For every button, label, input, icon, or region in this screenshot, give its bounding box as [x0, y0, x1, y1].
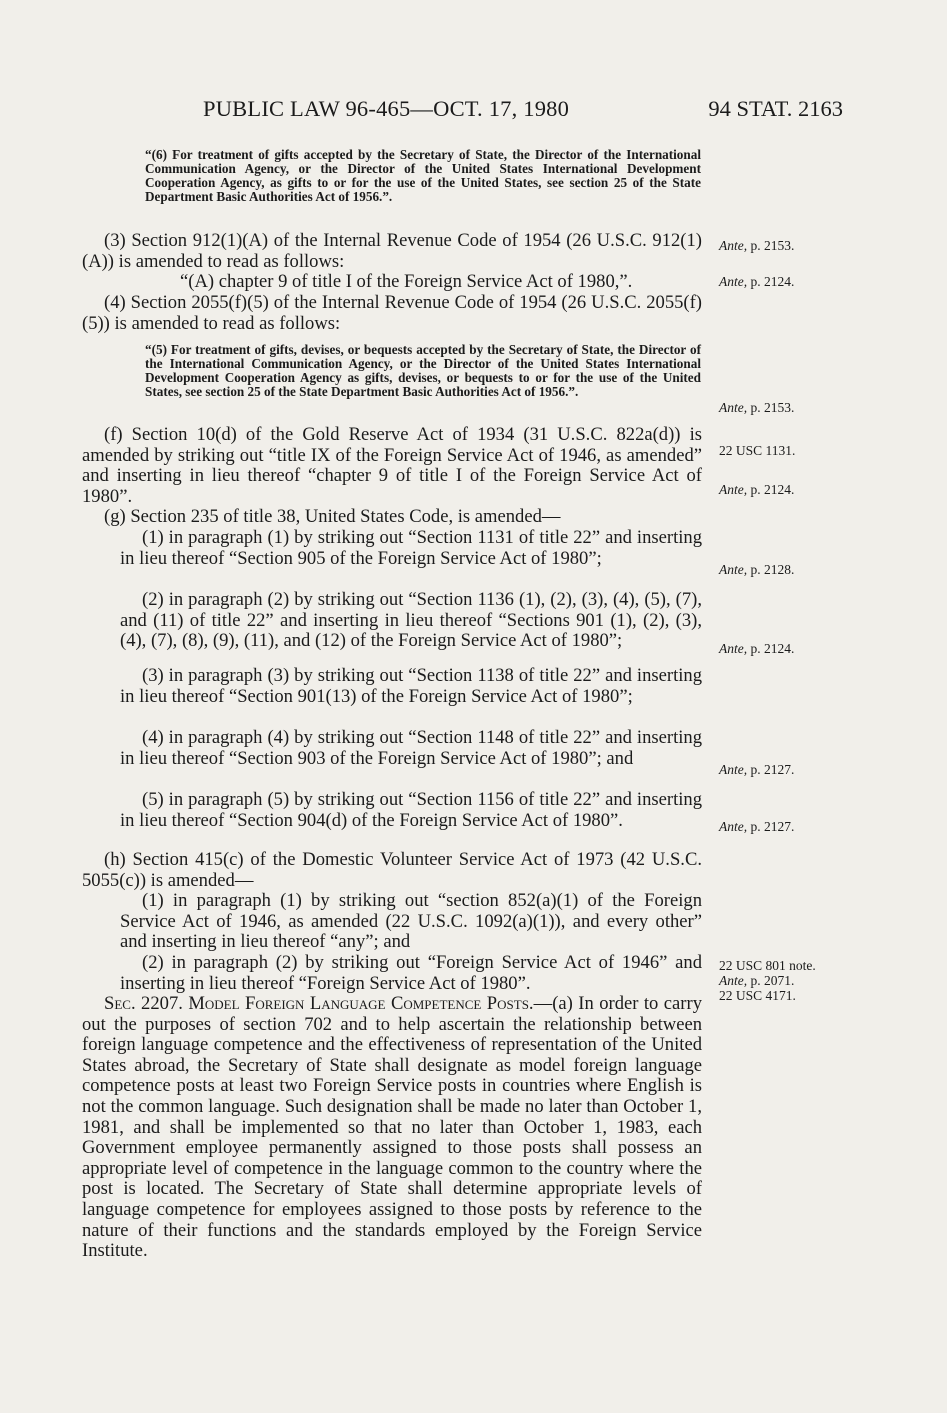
quoted-provision-5: “(5) For treatment of gifts, devises, or bequests accepted by the Secretary of State, the Director of the International Communication Agency, or the Director of the United States International Development Cooperation Agency as gifts, devises, or bequests to or for the use of the United States, see section 25 of the State Department Basic Authorities Act of 1956.”. — [145, 342, 701, 399]
margin-note-10: 22 USC 801 note. — [719, 958, 816, 973]
margin-note-7: Ante, p. 2124. — [719, 641, 795, 656]
paragraph-g-5: (5) in paragraph (5) by striking out “Section 1156 of title 22” and inserting in lieu thereof “Section 904(d) of the Foreign Service Act of 1980”. — [120, 789, 702, 831]
section-heading: Sec. 2207. Model Foreign Language Competence Posts. — [104, 993, 534, 1014]
paragraph-4: (4) Section 2055(f)(5) of the Internal Revenue Code of 1954 (26 U.S.C. 2055(f)(5)) is amended to read as follows: — [82, 292, 702, 334]
paragraph-3-text: “(A) chapter 9 of title I of the Foreign Service Act of 1980,”. — [180, 271, 633, 292]
paragraph-g-4: (4) in paragraph (4) by striking out “Section 1148 of title 22” and inserting in lieu thereof “Section 903 of the Foreign Service Act of 1980”; and — [120, 727, 702, 769]
paragraph-g: (g) Section 235 of title 38, United States Code, is amended— — [104, 506, 561, 527]
margin-note-11: Ante, p. 2071. — [719, 973, 795, 988]
margin-note-5: Ante, p. 2124. — [719, 482, 795, 497]
margin-note-1: Ante, p. 2153. — [719, 238, 795, 253]
margin-note-3: Ante, p. 2153. — [719, 400, 795, 415]
paragraph-g-3: (3) in paragraph (3) by striking out “Section 1138 of title 22” and inserting in lieu thereof “Section 901(13) of the Foreign Service Act of 1980”; — [120, 665, 702, 707]
margin-note-2: Ante, p. 2124. — [719, 274, 795, 289]
margin-note-6: Ante, p. 2128. — [719, 562, 795, 577]
page-header-stat: 94 STAT. 2163 — [708, 96, 843, 121]
margin-note-4: 22 USC 1131. — [719, 443, 796, 458]
quoted-provision-6: “(6) For treatment of gifts accepted by the Secretary of State, the Director of the International Communication Agency, or the Director of the United States International Development Cooperation Agency, as gifts to or for the use of the United States, see section 25 of the State Department Basic Authorities Act of 1956.”. — [145, 147, 701, 204]
section-text: —(a) In order to carry out the purposes of section 702 and to help ascertain the relationship between foreign language competence and the effectiveness of representation of the United States abroad, the Secretary of State shall designate as model foreign language competence posts at least two Foreign Service posts in countries where English is not the common language. Such designation shall be made no later than October 1, 1981, and shall be implemented so that no later than October 1, 1983, each Government employee permanently assigned to those posts shall possess an appropriate level of competence in the language common to the country where the post is located. The Secretary of State shall determine appropriate levels of language competence for employees assigned to those posts by reference to the nature of their functions and the standards employed by the Foreign Service Institute. — [82, 993, 702, 1262]
paragraph-h-1: (1) in paragraph (1) by striking out “section 852(a)(1) of the Foreign Service Act of 1946, as amended (22 U.S.C. 1092(a)(1)), and every other” and inserting in lieu thereof “any”; and — [120, 890, 702, 953]
section-2207 — [82, 994, 702, 1262]
page-header-law: PUBLIC LAW 96-465—OCT. 17, 1980 — [203, 96, 570, 121]
paragraph-h: (h) Section 415(c) of the Domestic Volunteer Service Act of 1973 (42 U.S.C. 5055(c)) is amended— — [82, 849, 702, 891]
margin-note-9: Ante, p. 2127. — [719, 819, 795, 834]
paragraph-h-2: (2) in paragraph (2) by striking out “Foreign Service Act of 1946” and inserting in lieu thereof “Foreign Service Act of 1980”. — [120, 952, 702, 994]
paragraph-g-1: (1) in paragraph (1) by striking out “Section 1131 of title 22” and inserting in lieu thereof “Section 905 of the Foreign Service Act of 1980”; — [120, 527, 702, 569]
paragraph-f: (f) Section 10(d) of the Gold Reserve Act of 1934 (31 U.S.C. 822a(d)) is amended by striking out “title IX of the Foreign Service Act of 1946, as amended” and inserting in lieu thereof “chapter 9 of title I of the Foreign Service Act of 1980”. — [82, 424, 702, 507]
paragraph-3: (3) Section 912(1)(A) of the Internal Revenue Code of 1954 (26 U.S.C. 912(1)(A)) is amended to read as follows: — [82, 230, 702, 272]
margin-note-12: 22 USC 4171. — [719, 988, 796, 1003]
margin-note-8: Ante, p. 2127. — [719, 762, 795, 777]
paragraph-g-2: (2) in paragraph (2) by striking out “Section 1136 (1), (2), (3), (4), (5), (7), and (11) of title 22” and inserting in lieu thereof “Sections 901 (1), (2), (3), (4), (7), (8), (9), (11), and (12) of the Foreign Service Act of 1980”; — [120, 589, 702, 652]
